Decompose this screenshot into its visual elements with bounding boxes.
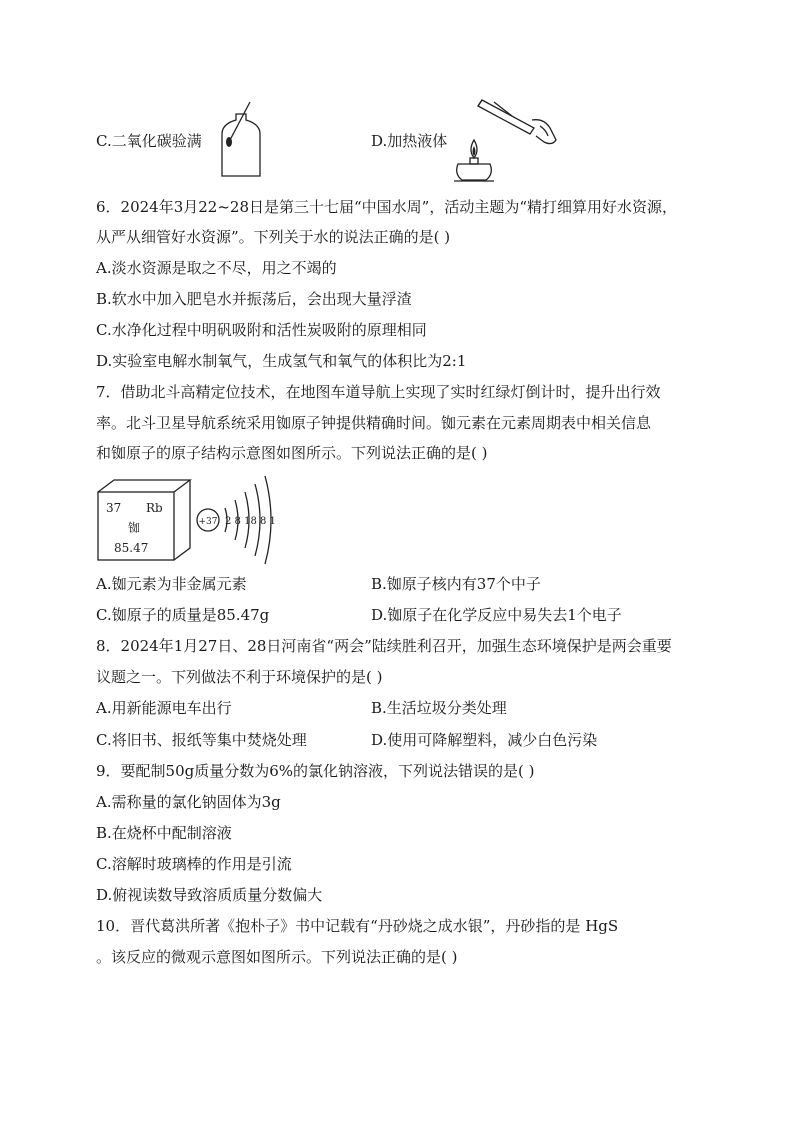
q7-stem-line3: 和铷原子的原子结构示意图如图所示。下列说法正确的是( ) — [96, 444, 488, 462]
heating-liquid-figure — [452, 96, 562, 184]
q8-stem-line2: 议题之一。下列做法不利于环境保护的是( ) — [96, 668, 383, 686]
q6-option-d: D.实验室电解水制氧气，生成氢气和氧气的体积比为2:1 — [96, 352, 467, 370]
q7-stem-line2: 率。北斗卫星导航系统采用铷原子钟提供精确时间。铷元素在元素周期表中相关信息 — [96, 414, 652, 432]
q6-stem-line2: 从严从细管好水资源”。下列关于水的说法正确的是( ) — [96, 228, 451, 246]
element-symbol: Rb — [146, 501, 163, 515]
atom-electron-shells: 2 8 18 8 1 — [225, 516, 276, 527]
co2-full-test-figure — [210, 100, 270, 180]
q6-option-b: B.软水中加入肥皂水并振荡后，会出现大量浮渣 — [96, 290, 412, 308]
q9-option-b: B.在烧杯中配制溶液 — [96, 824, 232, 842]
atom-nucleus-charge: +37 — [198, 517, 218, 527]
q6-option-c: C.水净化过程中明矾吸附和活性炭吸附的原理相同 — [96, 321, 427, 339]
q10-stem-line1: 10．晋代葛洪所著《抱朴子》书中记载有“丹砂烧之成水银”，丹砂指的是 HgS — [96, 917, 619, 935]
rubidium-atom-structure — [195, 472, 285, 568]
q6-stem-line1: 6．2024年3月22~28日是第三十七届“中国水周”，活动主题为“精打细算用好水资源， — [96, 198, 678, 216]
q10-stem-line2: 。该反应的微观示意图如图所示。下列说法正确的是( ) — [96, 948, 458, 966]
element-mass: 85.47 — [114, 541, 149, 555]
q7-option-d: D.铷原子在化学反应中易失去1个电子 — [371, 606, 622, 624]
q9-option-c: C.溶解时玻璃棒的作用是引流 — [96, 855, 292, 873]
q7-stem-line1: 7．借助北斗高精定位技术，在地图车道导航上实现了实时红绿灯倒计时，提升出行效 — [96, 383, 661, 401]
q7-option-b: B.铷原子核内有37个中子 — [371, 575, 541, 593]
rubidium-element-card — [96, 478, 192, 562]
q8-option-d: D.使用可降解塑料，减少白色污染 — [371, 731, 598, 749]
q9-stem: 9．要配制50g质量分数为6%的氯化钠溶液，下列说法错误的是( ) — [96, 762, 535, 780]
q8-stem-line1: 8．2024年1月27日、28日河南省“两会”陆续胜利召开，加强生态环境保护是两会重要 — [96, 637, 672, 655]
q7-option-c: C.铷原子的质量是85.47g — [96, 606, 270, 624]
q5-option-c: C.二氧化碳验满 — [96, 132, 202, 150]
q8-option-c: C.将旧书、报纸等集中焚烧处理 — [96, 731, 307, 749]
q8-option-a: A.用新能源电车出行 — [96, 699, 232, 717]
q7-option-a: A.铷元素为非金属元素 — [96, 575, 247, 593]
q9-option-a: A.需称量的氯化钠固体为3g — [96, 793, 281, 811]
q8-option-b: B.生活垃圾分类处理 — [371, 699, 507, 717]
element-name: 铷 — [128, 521, 141, 535]
q5-option-d: D.加热液体 — [371, 132, 448, 150]
element-number: 37 — [106, 501, 122, 515]
q6-option-a: A.淡水资源是取之不尽，用之不竭的 — [96, 259, 337, 277]
q9-option-d: D.俯视读数导致溶质质量分数偏大 — [96, 886, 323, 904]
